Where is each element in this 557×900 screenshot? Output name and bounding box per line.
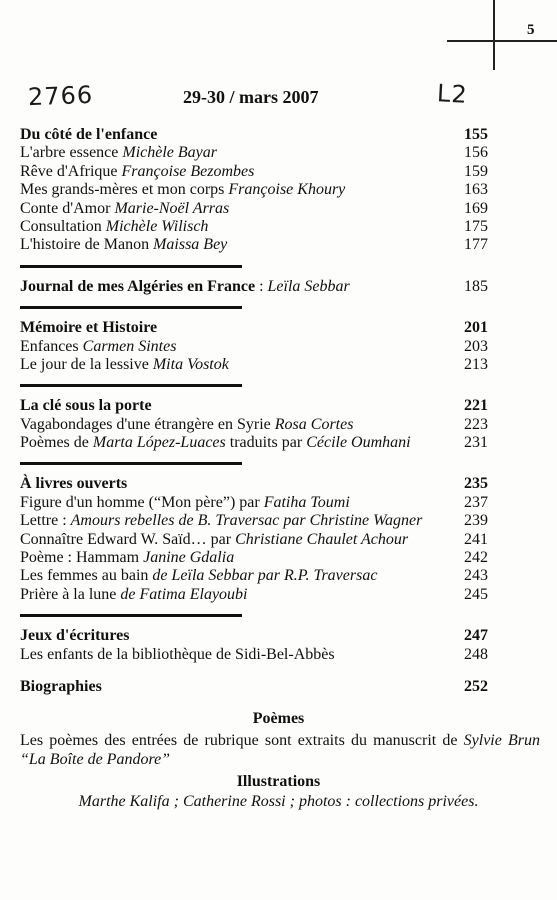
page-ref: 201 [464, 319, 488, 337]
page-ref: 248 [464, 645, 488, 663]
handwritten-note-left: 2766 [27, 80, 94, 112]
toc-entry [20, 236, 488, 254]
toc-section [20, 678, 488, 696]
entry-author: Michèle Bayar [122, 144, 217, 162]
page-ref: 169 [464, 199, 488, 217]
toc-entry [20, 356, 488, 374]
entry-author: Amours rebelles de B. Traversac par Christine Wagner [70, 512, 423, 530]
page-ref: 252 [464, 677, 488, 695]
entry-translator: Cécile Oumhani [306, 434, 411, 452]
entry-title-continued: traduits par [225, 434, 307, 452]
toc-entry [20, 494, 488, 512]
entry-author: Michèle Wilisch [105, 217, 209, 235]
toc-entry [20, 646, 488, 664]
toc-entry [20, 218, 488, 236]
entry-author: de Leïla Sebbar par R.P. Traversac [152, 567, 378, 585]
toc-entry [20, 200, 488, 218]
section-title: La clé sous la porte [20, 397, 152, 415]
page-number: 5 [527, 22, 535, 38]
page-ref: 237 [464, 493, 488, 511]
section-heading [20, 678, 488, 696]
crop-mark-horizontal [447, 40, 557, 42]
entry-title: L'histoire de Manon [20, 236, 154, 254]
entry-author: Carmen Sintes [82, 337, 177, 355]
section-heading [20, 397, 488, 415]
page-ref: 223 [464, 415, 488, 433]
section-title: À livres ouverts [20, 475, 128, 493]
entry-author: Janine Gdalia [143, 549, 235, 567]
toc-section [20, 278, 488, 296]
entry-title: Prière à la lune [20, 585, 121, 603]
section-title: Mémoire et Histoire [20, 319, 158, 337]
entry-title: Vagabondages d'une étrangère en Syrie [20, 415, 275, 433]
toc-entry [20, 567, 488, 585]
toc-entry [20, 549, 488, 567]
section-heading [20, 627, 488, 645]
entry-title: Le jour de la lessive [20, 355, 153, 373]
section-heading [20, 319, 488, 337]
entry-title: Lettre : [20, 512, 71, 530]
entry-author: Marie-Noël Arras [114, 199, 230, 217]
toc-entry [20, 144, 488, 162]
illustrations-credits: Marthe Kalifa ; Catherine Rossi ; photos : collections privées. [78, 793, 479, 810]
poems-work: “La Boîte de Pandore” [20, 751, 171, 768]
poems-author: Sylvie Brun [463, 732, 540, 749]
entry-author: Françoise Khoury [228, 181, 346, 199]
toc-entry [20, 416, 488, 434]
toc-entry [20, 181, 488, 199]
entry-author: Rosa Cortes [274, 415, 354, 433]
section-title: Jeux d'écritures [20, 627, 130, 645]
entry-author: Fatiha Toumi [263, 493, 350, 511]
toc-entry [20, 338, 488, 356]
entry-author: Christiane Chaulet Achour [235, 530, 409, 548]
page-ref: 235 [464, 475, 488, 493]
entry-author: de Fatima Elayoubi [120, 585, 248, 603]
page-ref: 163 [464, 181, 488, 199]
toc-entry [20, 586, 488, 604]
toc-section [20, 126, 488, 255]
entry-title: Mes grands-mères et mon corps [20, 181, 229, 199]
page-ref: 175 [464, 217, 488, 235]
crop-mark-vertical [493, 0, 495, 70]
entry-author: Maissa Bey [153, 236, 228, 254]
page-ref: 159 [464, 162, 488, 180]
page-ref: 239 [464, 512, 488, 530]
toc-section [20, 627, 488, 664]
page-ref: 243 [464, 567, 488, 585]
entry-title: Les femmes au bain [20, 567, 153, 585]
entry-title: Conte d'Amor [20, 199, 115, 217]
page-ref: 185 [464, 277, 488, 295]
toc-entry [20, 163, 488, 181]
page-ref: 245 [464, 585, 488, 603]
illustrations-heading: Illustrations [236, 773, 321, 790]
page-ref: 221 [464, 397, 488, 415]
entry-title: Poèmes de [20, 434, 93, 452]
toc-section [20, 475, 488, 604]
entry-title: Consultation [20, 217, 106, 235]
section-heading [20, 475, 488, 493]
section-heading [20, 126, 488, 144]
entry-title: Connaître Edward W. Saïd… par [20, 530, 236, 548]
entry-title: Figure d'un homme (“Mon père”) par [20, 493, 264, 511]
toc-entry [20, 434, 488, 452]
poems-text: Les poèmes des entrées de rubrique sont extraits du manuscrit de [20, 732, 464, 749]
poems-heading: Poèmes [252, 710, 305, 727]
entry-author: Françoise Bezombes [121, 162, 255, 180]
page-ref: 213 [464, 355, 488, 373]
poems-note [20, 731, 540, 769]
page-ref: 242 [464, 549, 488, 567]
page-ref: 156 [464, 144, 488, 162]
entry-title: L'arbre essence [20, 144, 123, 162]
page-ref: 247 [464, 627, 488, 645]
issue-date: 29-30 / mars 2007 [183, 87, 319, 107]
toc-section [20, 319, 488, 374]
entry-title: Poème : Hammam [20, 549, 144, 567]
entry-author: Marta López-Luaces [92, 434, 226, 452]
entry-author: Mita Vostok [152, 355, 229, 373]
separator: : [255, 277, 268, 295]
section-title: Journal de mes Algéries en France [20, 277, 256, 295]
toc-entry [20, 512, 488, 530]
toc-entry [20, 531, 488, 549]
section-heading [20, 278, 488, 296]
page-ref: 155 [464, 126, 488, 143]
page-ref: 241 [464, 530, 488, 548]
section-title: Du côté de l'enfance [20, 126, 158, 143]
handwritten-note-right: L2 [436, 79, 469, 109]
entry-title: Rêve d'Afrique [20, 162, 122, 180]
section-author: Leïla Sebbar [267, 277, 350, 295]
page-ref: 177 [464, 236, 488, 254]
toc-section [20, 397, 488, 452]
table-of-contents [20, 126, 488, 696]
entry-title: Enfances [20, 337, 83, 355]
entry-title: Les enfants de la bibliothèque de Sidi-Bel-Abbès [20, 645, 335, 663]
page-ref: 231 [464, 434, 488, 452]
page-ref: 203 [464, 337, 488, 355]
section-title: Biographies [20, 677, 102, 695]
